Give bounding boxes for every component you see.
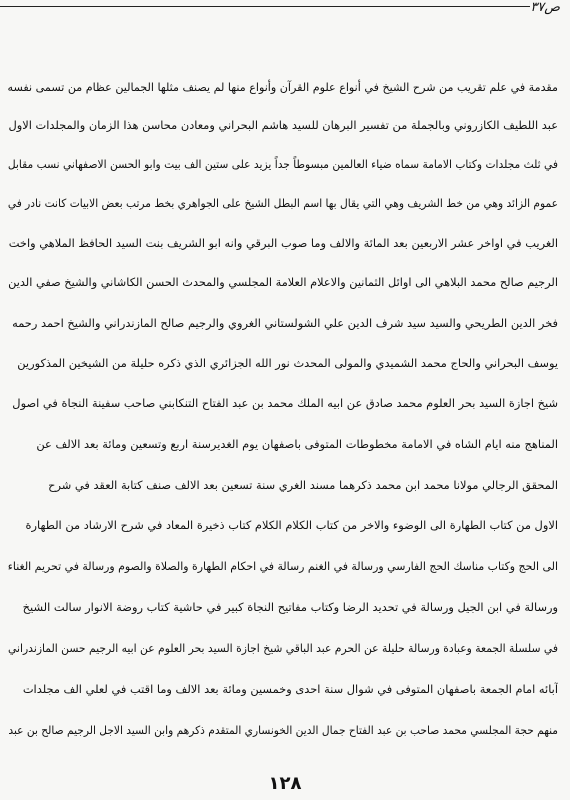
text-line: الرجيم صالح محمد البلاهي الى اوائل الثمانين والاعلام العلامة المجلسي والمحدث الحسن الكاشاني والشيخ صفي الدين [8, 275, 558, 289]
text-line: فخر الدين الطريحي والسيد سيد شرف الدين علي الشولستاني الغروي والرجيم صالح المازندراني والشيخ احمد رحمه [12, 316, 558, 330]
text-line: المناهج منه ايام الشاه في الامامة مخطوطات المتوفى باصفهان يوم الغديرسنة اربع وتسعين ومائة بعد الالف عن [36, 437, 558, 451]
text-line: عموم الزائد وهي من خط الشريف وهي التي يقال بها اسم البطل الشيخ على الجواهري بخط مرتب بعض الابيات كانت نادر في [7, 196, 559, 210]
text-line: ورسالة في ابن الجيل ورسالة في تحديد الرضا وكتاب مفاتيح النجاة كبير في حاشية كتاب روضة الانوار سالت الشيخ [22, 600, 558, 614]
text-line: مقدمة في علم تقريب من شرح الشيخ في أنواع علوم القرآن وأنواع منها لم يصنف مثلها الجمالين عظام من تسمى نفسه [7, 80, 558, 94]
page-number: ١٢٨ [268, 773, 302, 794]
text-line: الاول من كتاب الطهارة الى الوضوء والاخر من كتاب الكلام الكلام كتاب ذخيرة المعاد في شرح الارشاد من الطهارة [25, 518, 558, 532]
text-line: في سلسلة الجمعة وعبادة ورسالة حليلة عن الحرم عبد الباقي شيخ اجازة السيد بحر العلوم عن ابيه الرجيم حسن المازندراني [8, 641, 559, 655]
text-line: عبد اللطيف الكازروني وبالجملة من تفسير البرهان للسيد هاشم البحراني ومعادن محاسن هذا الزمان والمجلدات الاول [8, 118, 558, 132]
text-line: في ثلث مجلدات وكتاب الامامة سماه ضياء العالمين مبسوطاً جداً يزيد على ستين الف بيت وابو الحسن الاصفهاني نسب مقابل [7, 157, 558, 171]
text-line: آبائه امام الجمعة باصفهان المتوفى في شوال سنة احدى وخمسين ومائة بعد الالف وما اقتب في لعلي الف مجلدات [22, 682, 558, 696]
text-line: شيخ اجازة السيد بحر العلوم محمد صادق عن ابيه الملك محمد بن عبد الفتاح التنكابني صاحب سفينة النجاة في اصول [12, 396, 558, 410]
text-line: يوسف البحراني والحاج محمد الشميدي والمولى المحدث نور الله الجزائري الذي ذكره حليلة من الشيخين المذكورين [17, 356, 558, 370]
text-line: منهم حجة المجلسي محمد صاحب بن عبد الفتاح جمال الدين الخونساري المتقدم ذكرهم وابن السيد الاجل الرجيم صالح بن عبد [8, 723, 559, 737]
text-line: المحقق الرجالي مولانا محمد ابن محمد ذكرهما مسند الغري سنة تسعين بعد الالف صنف كتابة العقد في شرح [48, 478, 558, 492]
text-line: الى الحج وكتاب مناسك الحج الفارسي ورسالة في الغنم رسالة في احكام الطهارة والصلاة والصوم ورسالة في تحريم الغناء [7, 559, 558, 573]
page-reference: ص٣٧ [530, 0, 560, 15]
text-line: الغريب في اواخر عشر الاربعين بعد المائة والالف وما صوب البرقي وانه ابو الشريف بنت السيد الحافظ الملاهي واخت [8, 236, 558, 250]
